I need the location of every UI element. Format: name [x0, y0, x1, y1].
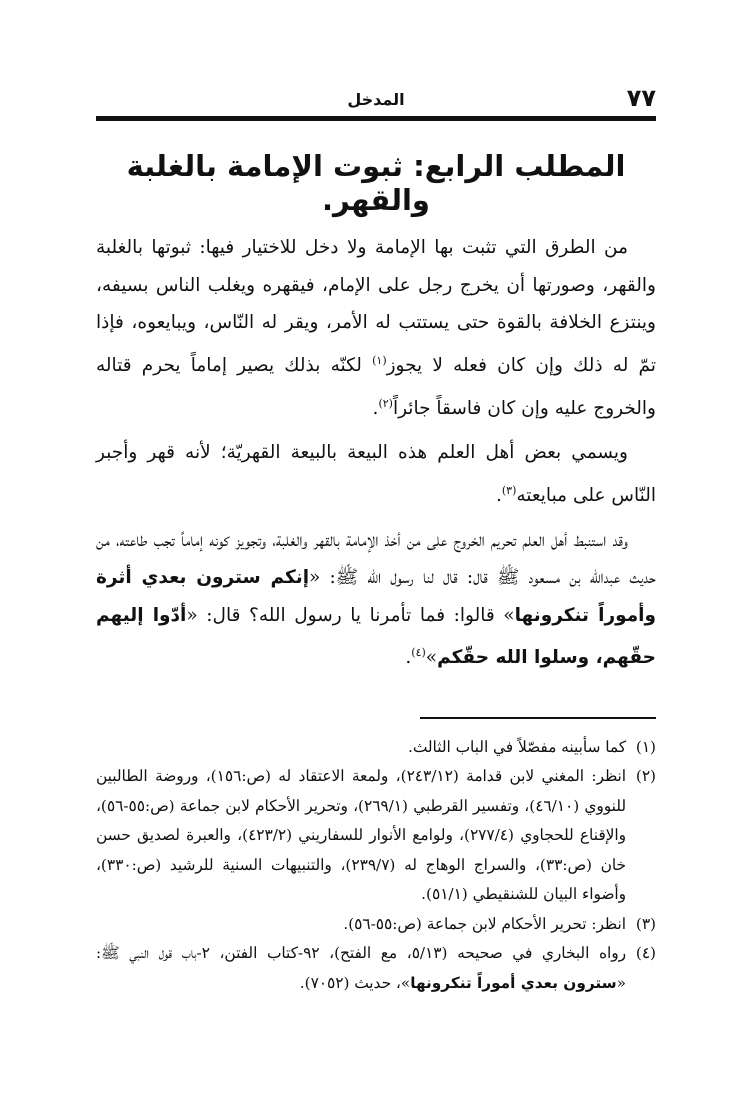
footnote-text: انظر: تحرير الأحكام لابن جماعة (ص:٥٥-٥٦). [343, 914, 626, 933]
paragraph-1-end: . [372, 397, 379, 419]
paragraph-3-end: . [405, 647, 412, 669]
footnote-ref-2: (٢) [378, 396, 393, 410]
footnote-text [96, 939, 626, 998]
paragraph-2 [96, 434, 656, 514]
footnote-number: (٤) [635, 944, 656, 963]
body-text [96, 229, 656, 677]
page-number: ٧٧ [626, 84, 656, 112]
footnote-3 [96, 910, 656, 940]
footnote-2 [96, 762, 656, 910]
paragraph-2-text: ويسمي بعض أهل العلم هذه البيعة بالبيعة القهريّة؛ لأنه قهر وأجبر النّاس على مبايعته [96, 442, 656, 507]
paragraph-1-text: من الطرق التي تثبت بها الإمامة ولا دخل للاختيار فيها: ثبوتها بالغلبة والقهر، وصورتها أن يخرج رجل على الإمام، فيقهره ويغلب الناس بسيفه، وينتزع الخلافة بالقوة حتى يستتب له الأمر، ويقر له النّاس، ويبايعوه، فإذا تمّ له ذلك وإن كان فعله لا يجوز [96, 237, 657, 376]
paragraph-3 [96, 522, 656, 678]
footnote-text-end: »، حديث (٧٠٥٢). [299, 973, 411, 992]
hadith-quote-2: أدّوا إليهم حقّهم، وسلوا الله حقّكم [96, 604, 656, 669]
paragraph-3-mid: » قالوا: فما تأمرنا يا رسول الله؟ قال: « [186, 604, 515, 626]
footnotes [96, 733, 656, 999]
paragraph-2-end: . [495, 485, 502, 507]
running-head: المدخل [347, 90, 405, 109]
footnote-text: انظر: المغني لابن قدامة (٢٤٣/١٢)، ولمعة الاعتقاد له (ص:١٥٦)، وروضة الطالبين للنووي (٤٦/١٠)، وتفسير القرطبي (٢٦٩/١)، وتحرير الأحكام لابن جماعة (ص:٥٥-٥٦)، والإقناع للحجاوي (٢٧٧/٤)، ولوامع الأنوار للسفاريني (٤٢٣/٢)، والعبرة لصديق حسن خان (ص:٣٣)، والسراج الوهاج له (٢٣٩/٧)، والتنبيهات السنية للرشيد (ص:٣٣٠)، وأضواء البيان للشنقيطي (٥١/١). [96, 767, 627, 904]
page-header [96, 80, 656, 116]
section-title [96, 149, 656, 217]
hadith-quote-1: إنكم سترون بعدي أثرة وأموراً تنكرونها [96, 567, 657, 626]
footnote-number: (٣) [635, 914, 656, 933]
book-page [96, 80, 656, 998]
section-title-lead: المطلب الرابع: [413, 149, 626, 183]
footnote-ref-1: (١) [372, 353, 387, 367]
header-rule [96, 116, 656, 121]
paragraph-3-close: » [425, 647, 438, 669]
footnote-hadith: سترون بعدي أموراً تنكرونها [410, 973, 617, 992]
footnote-1 [96, 733, 656, 763]
paragraph-1 [96, 229, 656, 427]
footnote-number: (٢) [635, 767, 656, 786]
footnote-4 [96, 939, 656, 998]
footnote-ref-4: (٤) [411, 646, 426, 660]
paragraph-1-text-2: لكنّه بذلك يصير إماماً يحرم قتاله والخروج عليه وإن كان فاسقاً جائراً [96, 354, 656, 419]
footnote-text: كما سأبينه مفصّلاً في الباب الثالث. [408, 737, 626, 756]
paragraph-3-text: وقد استنبط أهل العلم تحريم الخروج على من أخذ الإمامة بالقهر والغلبة، وتجويز كونه إماماً تجب طاعته، من حديث عبدالله بن مسعود ﷺ قال: قال لنا رسول الله ﷺ: « [96, 529, 656, 589]
section-title-rest: ثبوت الإمامة بالغلبة والقهر. [126, 149, 430, 217]
footnote-text-start: رواه البخاري في صحيحه (٥/١٣، مع الفتح)، ٩٢-كتاب الفتن، ٢-باب قول النبي ﷺ: « [96, 944, 626, 992]
footnote-number: (١) [635, 737, 656, 756]
footnote-rule [420, 717, 656, 719]
footnote-ref-3: (٣) [501, 483, 517, 497]
